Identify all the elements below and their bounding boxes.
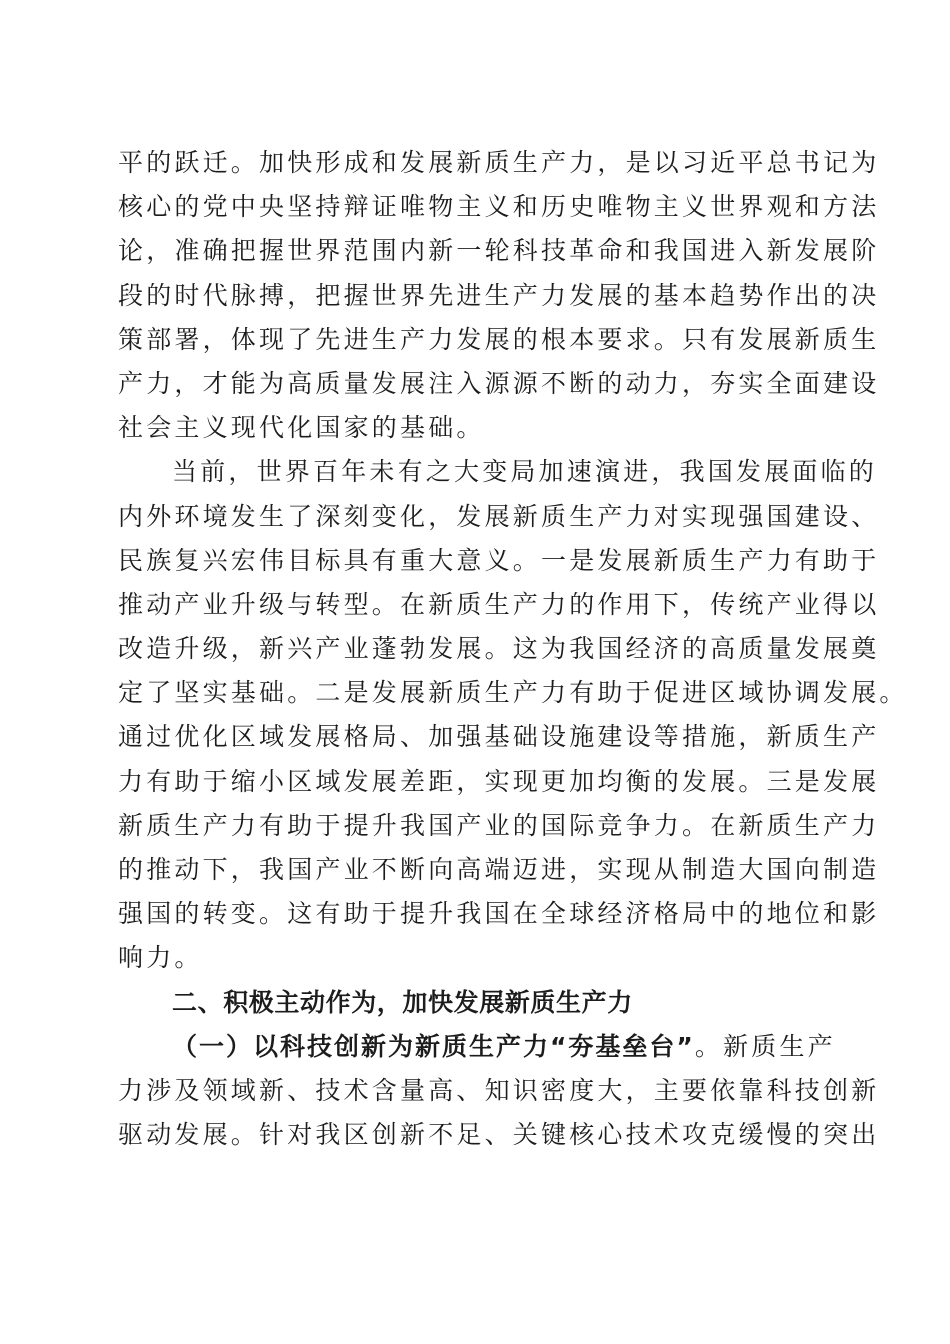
text-line: 力涉及领域新、技术含量高、知识密度大，主要依靠科技创新 xyxy=(118,1075,880,1105)
text-line: 核心的党中央坚持辩证唯物主义和历史唯物主义世界观和方法 xyxy=(118,192,880,222)
text-line: 改造升级，新兴产业蓬勃发展。这为我国经济的高质量发展奠 xyxy=(118,634,880,664)
text-line: 力有助于缩小区域发展差距，实现更加均衡的发展。三是发展 xyxy=(118,766,880,796)
text-line: 响力。 xyxy=(118,943,203,973)
text-line xyxy=(118,1025,838,1069)
text-line: 定了坚实基础。二是发展新质生产力有助于促进区域协调发展。 xyxy=(118,678,908,708)
text-line: 社会主义现代化国家的基础。 xyxy=(118,413,485,443)
paragraph-2 xyxy=(118,450,908,980)
section-heading: 二、积极主动作为，加快发展新质生产力 xyxy=(172,987,633,1017)
paragraph-3 xyxy=(118,1025,880,1158)
text-line: 通过优化区域发展格局、加强基础设施建设等措施，新质生产 xyxy=(118,722,880,752)
text-line: 的推动下，我国产业不断向高端迈进，实现从制造大国向制造 xyxy=(118,855,880,884)
text-line: 产力，才能为高质量发展注入源源不断的动力，夯实全面建设 xyxy=(118,368,880,398)
subsection-heading: （一）以科技创新为新质生产力“夯基垒台” xyxy=(172,1031,695,1061)
text-line: 平的跃迁。加快形成和发展新质生产力，是以习近平总书记为 xyxy=(118,148,880,177)
text-line: 驱动发展。针对我区创新不足、关键核心技术攻克缓慢的突出 xyxy=(118,1120,880,1150)
text-line: 策部署，体现了先进生产力发展的根本要求。只有发展新质生 xyxy=(118,324,880,354)
document-body xyxy=(118,141,908,1157)
text-line: 内外环境发生了深刻变化，发展新质生产力对实现强国建设、 xyxy=(118,501,880,531)
text-line: 当前，世界百年未有之大变局加速演进，我国发展面临的 xyxy=(172,457,878,487)
text-line: 论，准确把握世界范围内新一轮科技革命和我国进入新发展阶 xyxy=(118,236,880,266)
text-line: 新质生产力有助于提升我国产业的国际竞争力。在新质生产力 xyxy=(118,810,880,840)
paragraph-1 xyxy=(118,141,880,450)
text-line: 强国的转变。这有助于提升我国在全球经济格局中的地位和影 xyxy=(118,899,880,929)
text-line: 推动产业升级与转型。在新质生产力的作用下，传统产业得以 xyxy=(118,589,880,619)
text-line-rest: 。新质生产 xyxy=(694,1031,836,1061)
text-line: 民族复兴宏伟目标具有重大意义。一是发展新质生产力有助于 xyxy=(118,545,880,575)
text-line: 段的时代脉搏，把握世界先进生产力发展的基本趋势作出的决 xyxy=(118,280,880,310)
